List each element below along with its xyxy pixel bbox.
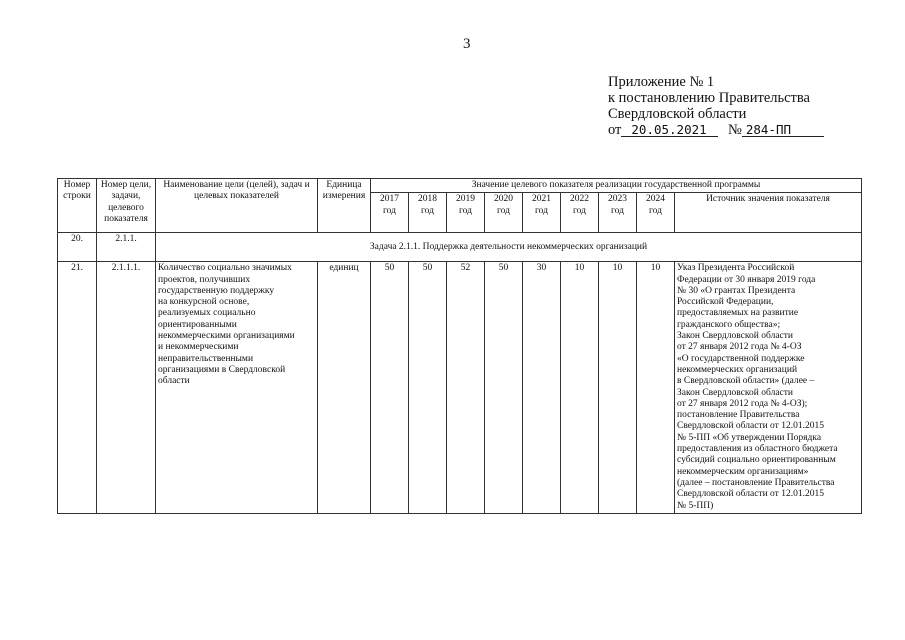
header-value-group: Значение целевого показателя реализации государственной программы <box>371 179 862 193</box>
indicator-row-number: 21. <box>58 262 97 514</box>
indicator-value-2017: 50 <box>371 262 409 514</box>
indicator-value-2022: 10 <box>561 262 599 514</box>
indicator-source: Указ Президента Российской Федерации от 30 января 2019 года № 30 «О грантах Президента Российской Федерации, предоставляемых на развитие гражданского общества»; Закон Свердловской области от 27 января 2012 года № 4-ОЗ «О государственной поддержке некоммерческих организаций в Свердловской области» (далее – Закон Свердловской области от 27 января 2012 года № 4-ОЗ); постановление Правительства Свердловской области от 12.01.2015 № 5-ПП «Об утверждении Порядка предоставления из областного бюджета субсидий социально ориентированным некоммерческим организациям» (далее – постановление Правительства Свердловской области от 12.01.2015 № 5-ПП) <box>675 262 862 514</box>
indicator-value-2020: 50 <box>485 262 523 514</box>
indicator-goal-number: 2.1.1.1. <box>97 262 156 514</box>
task-goal-number: 2.1.1. <box>97 233 156 262</box>
indicator-value-2023: 10 <box>599 262 637 514</box>
appendix-region-line: Свердловской области <box>608 106 747 122</box>
indicator-value-2024: 10 <box>637 262 675 514</box>
header-unit: Единица измерения <box>318 179 371 233</box>
header-year-2024: 2024 год <box>637 193 675 233</box>
table-row-task <box>58 233 862 262</box>
header-year-2019: 2019 год <box>447 193 485 233</box>
header-goal-number: Номер цели, задачи, целевого показателя <box>97 179 156 233</box>
indicator-value-2019: 52 <box>447 262 485 514</box>
appendix-title: Приложение № 1 <box>608 74 715 90</box>
task-row-number: 20. <box>58 233 97 262</box>
header-year-2020: 2020 год <box>485 193 523 233</box>
indicator-unit: единиц <box>318 262 371 514</box>
indicator-name: Количество социально значимых проектов, получивших государственную поддержку на конкурсной основе, реализуемых социально ориентированными некоммерческими организациями и некоммерческими неправительственными организациями в Свердловской области <box>156 262 318 514</box>
header-year-2021: 2021 год <box>523 193 561 233</box>
header-goal-name: Наименование цели (целей), задач и целевых показателей <box>156 179 318 233</box>
header-year-2017: 2017 год <box>371 193 409 233</box>
header-source: Источник значения показателя <box>675 193 862 233</box>
task-title: Задача 2.1.1. Поддержка деятельности некоммерческих организаций <box>156 233 862 262</box>
table-header-row-1 <box>58 179 862 193</box>
page-number: 3 <box>463 36 471 52</box>
appendix-date-number-line <box>608 122 824 138</box>
indicator-value-2021: 30 <box>523 262 561 514</box>
appendix-header <box>608 74 824 138</box>
header-year-2022: 2022 год <box>561 193 599 233</box>
header-year-2023: 2023 год <box>599 193 637 233</box>
indicators-table <box>57 178 862 514</box>
resolution-number: 284-ПП <box>742 122 824 137</box>
header-row-number: Номер строки <box>58 179 97 233</box>
resolution-date: 20.05.2021 <box>621 122 718 137</box>
header-year-2018: 2018 год <box>409 193 447 233</box>
table-row-indicator <box>58 262 862 514</box>
indicator-value-2018: 50 <box>409 262 447 514</box>
from-label: от <box>608 122 622 138</box>
number-label: № <box>728 122 742 138</box>
appendix-resolution-line: к постановлению Правительства <box>608 90 810 106</box>
